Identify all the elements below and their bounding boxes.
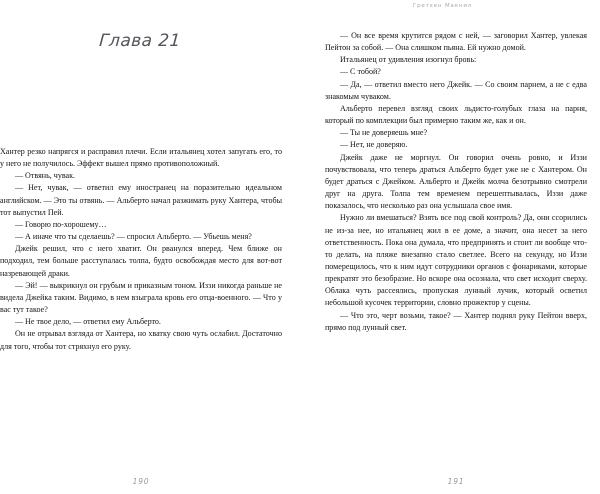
running-header-author: Гретхен Макнил (412, 3, 473, 9)
paragraph: — Говорю по-хорошему… (15, 219, 107, 229)
paragraph: — Эй! — выкрикнул он грубым и приказным тоном. Иззи никогда раньше не видела Джейка таким. Видимо, в нем взыграла кровь его отца-военного. — Что у вас тут такое? (0, 280, 282, 315)
left-page-body (0, 146, 282, 353)
paragraph: — С тобой? (340, 67, 381, 77)
right-page-body (325, 30, 587, 334)
paragraph: — Нет, не доверяю. (340, 140, 408, 150)
paragraph: — Нет, чувак, — ответил ему иностранец на поразительно идеальном английском. — Это ты отвянь. — Альберто начал разжимать руку Хантера, чтобы тот выпустил Пей. (0, 183, 282, 217)
right-page (300, 0, 600, 494)
paragraph: — Да, — ответил вместо него Джейк. — Со своим парнем, а не с едва знакомым чуваком. (325, 79, 587, 101)
page-number-left: 190 (132, 477, 150, 486)
paragraph: — Что это, черт возьми, такое? — Хантер поднял руку Пейтон вверх, прямо под лунный свет. (325, 310, 587, 332)
paragraph: Он не отрывал взгляда от Хантера, но хватку свою чуть ослабил. Достаточно для того, чтобы тот стряхнул его руку. (0, 329, 282, 351)
paragraph: — Не твое дело, — ответил ему Альберто. (15, 317, 161, 327)
paragraph: Хантер резко напрягся и расправил плечи. Если итальянец хотел запугать его, то у него не получилось. Эффект вышел прямо противоположный. (0, 147, 282, 169)
paragraph: — А иначе что ты сделаешь? — спросил Альберто. — Убьешь меня? (15, 232, 252, 242)
paragraph: — Отвянь, чувак. (15, 171, 76, 181)
paragraph: Альберто перевел взгляд своих льдисто-голубых глаза на парня, который по комплекции был примерно таким же, как и он. (325, 103, 587, 126)
paragraph: Нужно ли вмешаться? Взять все под свой контроль? Да, они ссорились не из-за нее, но итальянец жил в ее доме, а значит, она несет за него ответственность. Пока она думала, что предпринять и стоит ли вообще что-то делать, на пляже внезапно стало светлее. Всего на секунду, но Иззи померещилось, что к ним идут сотрудники органов с фонариками, которые прекратят это безобразие. Но вскоре она осознала, что свет исходит сверху. Облака чуть рассеялись, пропуская лунный лучик, который осветил небольшой кусочек территории, словно прожектор у сцены. (325, 213, 587, 308)
page-number-right: 191 (447, 477, 465, 486)
paragraph: Итальянец от удивления изогнул бровь: (340, 55, 477, 65)
paragraph: Джейк решил, что с него хватит. Он рванулся вперед. Чем ближе он подходил, тем больше расступалась толпа, будто освобождая место для вот-вот назревающей драки. (0, 244, 282, 278)
paragraph: Джейк даже не моргнул. Он говорил очень ровно, и Иззи почувствовала, что теперь драться Альберто будет уже не с Хантером. Он будет драться с Джейком. Альберто и Джейк молча безотрывно смотрели друг на друга. Толпа тем временем перешептывалась, Иззи даже показалось, что несколько раз она услышала свое имя. (325, 152, 587, 211)
paragraph: — Ты не доверяешь мне? (340, 128, 428, 138)
paragraph: — Он все время крутится рядом с ней, — заговорил Хантер, увлекая Пейтон за собой. — Она слишком пьяна. Ей нужно домой. (325, 31, 587, 53)
chapter-title: Глава 21 (98, 31, 182, 52)
